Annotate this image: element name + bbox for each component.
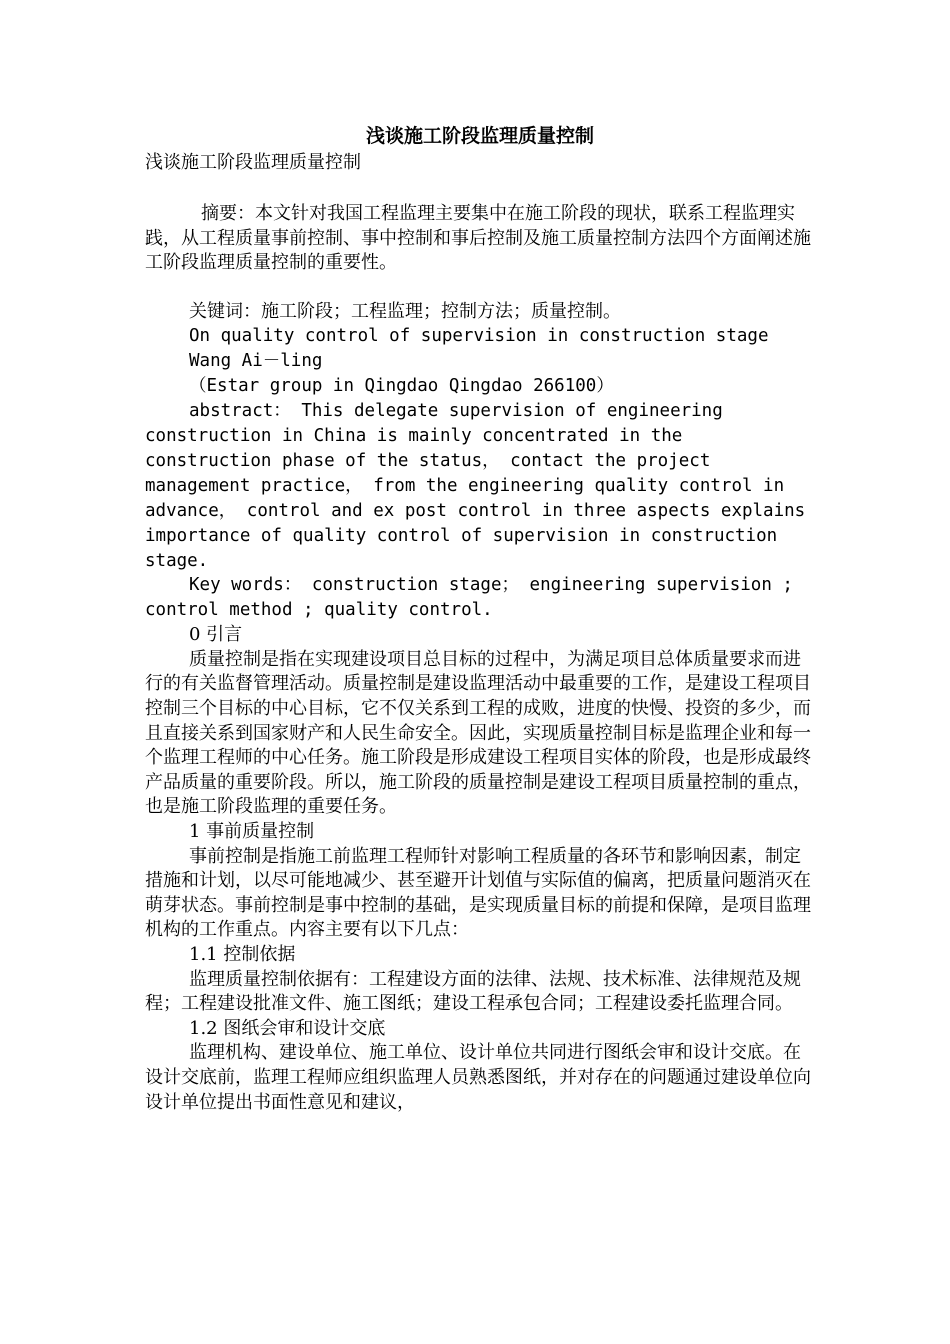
document-title: 浅谈施工阶段监理质量控制: [365, 125, 594, 147]
spacer: [145, 276, 815, 300]
subsection-heading: 1.2 图纸会审和设计交底: [189, 1017, 386, 1039]
author-en: Wang Ai－ling: [189, 351, 323, 372]
keywords-cn: 关键词：施工阶段；工程监理；控制方法；质量控制。: [189, 300, 621, 322]
title-en: On quality control of supervision in construction stage: [189, 326, 769, 347]
document-page: [145, 122, 815, 1115]
section-heading: 0 引言: [189, 624, 243, 646]
keywords-en: Key words： construction stage； engineering supervision ; control method ; quality control.: [145, 575, 804, 621]
document-subtitle: 浅谈施工阶段监理质量控制: [145, 152, 361, 173]
subsection-body: 监理机构、建设单位、施工单位、设计单位共同进行图纸会审和设计交底。在设计交底前，监理工程师应组织监理人员熟悉图纸，并对存在的问题通过建设单位向设计单位提出书面性意见和建议，: [145, 1042, 811, 1113]
abstract-en: abstract： This delegate supervision of engineering construction in China is mainly concentrated in the construction phase of the status， contact the project management practice， from the engineering quality control in advance， control and ex post control in three aspects explains importance of quality control of supervision in construction stage.: [145, 401, 816, 571]
affiliation-en: （Estar group in Qingdao Qingdao 266100）: [189, 376, 614, 397]
subsection-body: 监理质量控制依据有：工程建设方面的法律、法规、技术标准、法律规范及规程；工程建设批准文件、施工图纸；建设工程承包合同；工程建设委托监理合同。: [145, 968, 801, 1015]
section-body: 质量控制是指在实现建设项目总目标的过程中，为满足项目总体质量要求而进行的有关监督管理活动。质量控制是建设监理活动中最重要的工作，是建设工程项目控制三个目标的中心目标，它不仅关系到工程的成败，进度的快慢、投资的多少，而且直接关系到国家财产和人民生命安全。因此，实现质量控制目标是监理企业和每一个监理工程师的中心任务。施工阶段是形成建设工程项目实体的阶段，也是形成最终产品质量的重要阶段。所以，施工阶段的质量控制是建设工程项目质量控制的重点，也是施工阶段监理的重要任务。: [145, 648, 811, 818]
abstract-cn: 摘要：本文针对我国工程监理主要集中在施工阶段的现状，联系工程监理实践，从工程质量事前控制、事中控制和事后控制及施工质量控制方法四个方面阐述施工阶段监理质量控制的重要性。: [145, 203, 811, 274]
section-body: 事前控制是指施工前监理工程师针对影响工程质量的各环节和影响因素，制定措施和计划，以尽可能地减少、甚至避开计划值与实际值的偏离，把质量问题消灭在萌芽状态。事前控制是事中控制的基础，是实现质量目标的前提和保障，是项目监理机构的工作重点。内容主要有以下几点：: [145, 845, 811, 941]
subsection-heading: 1.1 控制依据: [189, 943, 296, 965]
section-heading: 1 事前质量控制: [189, 821, 315, 842]
